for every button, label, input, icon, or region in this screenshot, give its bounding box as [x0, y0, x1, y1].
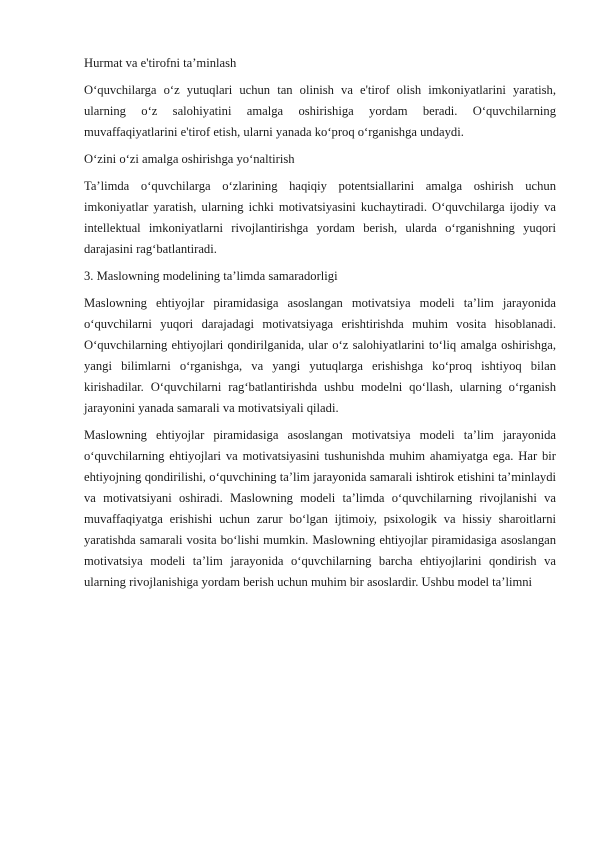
document-body [84, 53, 556, 599]
paragraph: O‘quvchilarga o‘z yutuqlari uchun tan olinish va e'tirof olish imkoniyatlarini yaratish, ularning o‘z salohiyatini amalga oshirishiga yordam beradi. O‘quvchilarning muvaffaqiyatlarini e'tirof etish, ularni yanada ko‘proq o‘rganishga undaydi. [84, 83, 556, 139]
paragraph: Ta’limda o‘quvchilarga o‘zlarining haqiqiy potentsiallarini amalga oshirish uchun imkoniyatlar yaratish, ularning ichki motivatsiyasini kuchaytiradi. O‘quvchilarga ijodiy va intellektual imkoniyatlarni rivojlantirishga yordam berish, ularda o‘rganishning yuqori darajasini rag‘batlantiradi. [84, 179, 556, 256]
section-heading: Hurmat va e'tirofni ta’minlash [84, 56, 237, 70]
paragraph: Maslowning ehtiyojlar piramidasiga asoslangan motivatsiya modeli ta’lim jarayonida o‘quvchilarning ehtiyojlari va motivatsiyasini tushunishda muhim ahamiyatga ega. Har bir ehtiyojning qondirilishi, o‘quvchining ta’lim jarayonida samarali ishtirok etishini ta’minlaydi va motivatsiyani oshiradi. Maslowning modeli ta’limda o‘quvchilarning rivojlanishi va muvaffaqiyatga erishishi uchun zarur bo‘lgan ijtimoiy, psixologik va hissiy sharoitlarni yaratishda samarali vosita bo‘lishi mumkin. Maslowning ehtiyojlar piramidasiga asoslangan motivatsiya modeli ta’lim jarayonida o‘quvchilarning barcha ehtiyojlarini qondirish va ularning rivojlanishiga yordam berish uchun muhim bir asoslardir. Ushbu model ta’limni [84, 428, 556, 589]
section-heading: O‘zini o‘zi amalga oshirishga yo‘naltirish [84, 152, 295, 166]
section-heading: 3. Maslowning modelining ta’limda samaradorligi [84, 269, 338, 283]
paragraph: Maslowning ehtiyojlar piramidasiga asoslangan motivatsiya modeli ta’lim jarayonida o‘quvchilarni yuqori darajadagi motivatsiyaga erishtirishda muhim vosita hisoblanadi. O‘quvchilarning ehtiyojlari qondirilganida, ular o‘z salohiyatlarini to‘liq amalga oshirishga, yangi bilimlarni o‘rganishga, va yangi yutuqlarga erishishga ko‘proq ishtiyoq bilan kirishadilar. O‘quvchilarni rag‘batlantirishda ushbu modelni qo‘llash, ularning o‘rganish jarayonini yanada samarali va motivatsiyali qiladi. [84, 296, 556, 415]
